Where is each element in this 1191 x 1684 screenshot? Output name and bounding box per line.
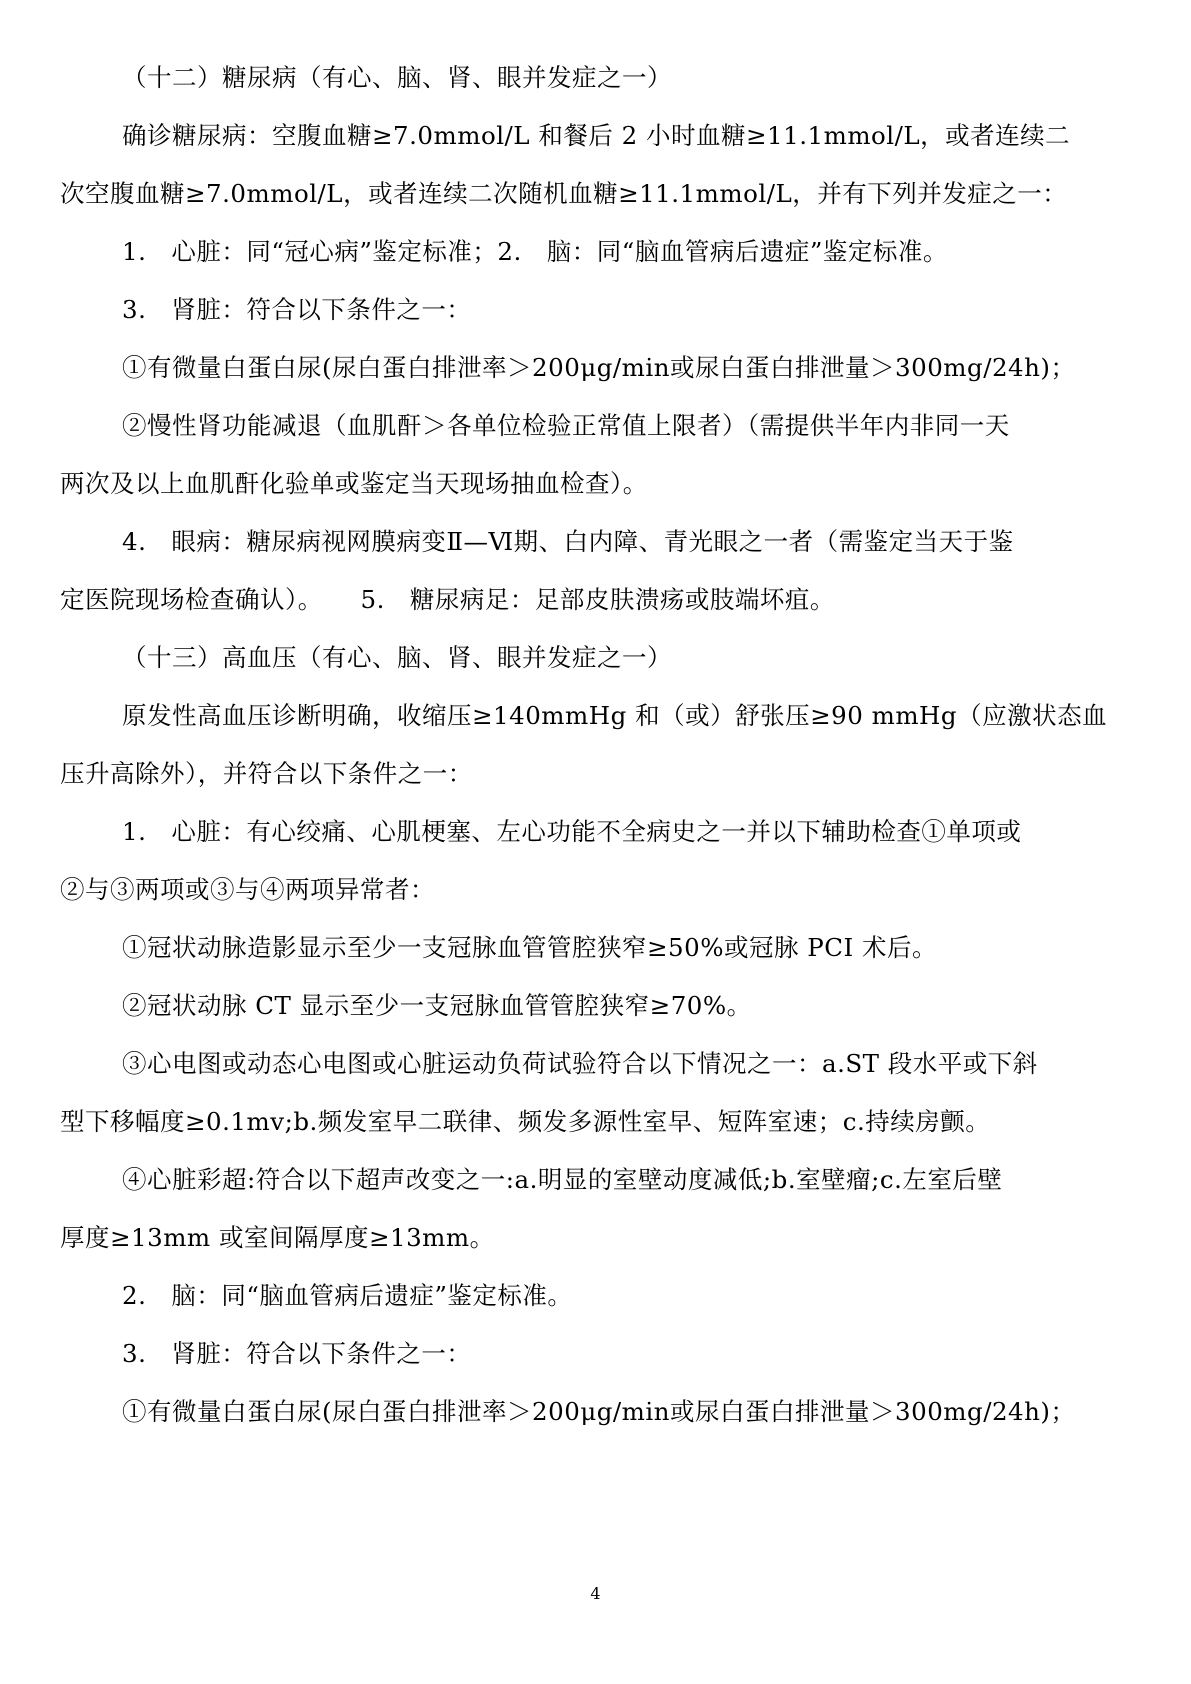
section-heading-hypertension: （十三）高血压（有心、脑、肾、眼并发症之一） (122, 643, 672, 672)
paragraph-line: ②与③两项或③与④两项异常者： (60, 875, 435, 904)
paragraph-line: 型下移幅度≥0.1mv;b.频发室早二联律、频发多源性室早、短阵室速；c.持续房颤。 (60, 1107, 991, 1136)
paragraph-line: 1. 心脏：同“冠心病”鉴定标准；2. 脑：同“脑血管病后遗症”鉴定标准。 (122, 237, 948, 266)
paragraph-line: 3. 肾脏：符合以下条件之一： (122, 295, 472, 324)
paragraph-line: 1. 心脏：有心绞痛、心肌梗塞、左心功能不全病史之一并以下辅助检查①单项或 (122, 817, 1022, 846)
paragraph-line: ③心电图或动态心电图或心脏运动负荷试验符合以下情况之一：a.ST 段水平或下斜 (122, 1049, 1038, 1078)
paragraph-line: 次空腹血糖≥7.0mmol/L，或者连续二次随机血糖≥11.1mmol/L，并有下列并发症之一： (60, 179, 1068, 208)
paragraph-line: 确诊糖尿病：空腹血糖≥7.0mmol/L 和餐后 2 小时血糖≥11.1mmol/L，或者连续二 (122, 121, 1071, 150)
paragraph-line: ②慢性肾功能减退（血肌酐＞各单位检验正常值上限者）（需提供半年内非同一天 (122, 411, 1010, 440)
paragraph-line: ①有微量白蛋白尿(尿白蛋白排泄率＞200μg/min或尿白蛋白排泄量＞300mg/24h)； (122, 1397, 1076, 1426)
section-heading-diabetes: （十二）糖尿病（有心、脑、肾、眼并发症之一） (122, 63, 672, 92)
paragraph-line: ②冠状动脉 CT 显示至少一支冠脉血管管腔狭窄≥70%。 (122, 991, 752, 1020)
paragraph-line: 2. 脑：同“脑血管病后遗症”鉴定标准。 (122, 1281, 573, 1310)
paragraph-line: ①有微量白蛋白尿(尿白蛋白排泄率＞200μg/min或尿白蛋白排泄量＞300mg/24h)； (122, 353, 1076, 382)
paragraph-line: ④心脏彩超:符合以下超声改变之一:a.明显的室壁动度减低;b.室壁瘤;c.左室后壁 (122, 1165, 1003, 1194)
paragraph-line: 4. 眼病：糖尿病视网膜病变Ⅱ—Ⅵ期、白内障、青光眼之一者（需鉴定当天于鉴 (122, 527, 1014, 556)
page-number: 4 (590, 1584, 601, 1603)
paragraph-line: 定医院现场检查确认）。 5. 糖尿病足：足部皮肤溃疡或肢端坏疽。 (60, 585, 835, 614)
paragraph-line: 3. 肾脏：符合以下条件之一： (122, 1339, 472, 1368)
paragraph-line: 压升高除外），并符合以下条件之一： (60, 759, 473, 788)
paragraph-line: 两次及以上血肌酐化验单或鉴定当天现场抽血检查）。 (60, 469, 648, 498)
paragraph-line: 原发性高血压诊断明确，收缩压≥140mmHg 和（或）舒张压≥90 mmHg（应激状态血 (122, 701, 1108, 730)
paragraph-line: 厚度≥13mm 或室间隔厚度≥13mm。 (60, 1223, 495, 1252)
paragraph-line: ①冠状动脉造影显示至少一支冠脉血管管腔狭窄≥50%或冠脉 PCI 术后。 (122, 933, 937, 962)
